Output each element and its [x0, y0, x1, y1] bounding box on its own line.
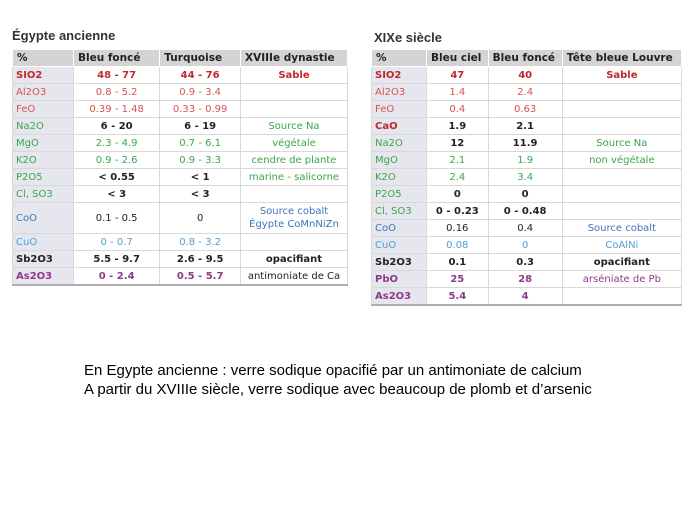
- col-header-tete-bleue-louvre: Tête bleue Louvre: [562, 50, 681, 67]
- table-row: [13, 101, 348, 118]
- egypt-table-title: Égypte ancienne: [12, 28, 116, 43]
- table-row: [372, 101, 682, 118]
- row-label: P2O5: [13, 169, 74, 186]
- cell-note: opacifiant: [241, 251, 348, 268]
- cell-note: [562, 288, 681, 306]
- cell-note: marine - salicorne: [241, 169, 348, 186]
- cell-bleu-fonce: 3.4: [488, 169, 562, 186]
- row-label: MgO: [13, 135, 74, 152]
- cell-turquoise: 0.9 - 3.3: [160, 152, 241, 169]
- col-header-turquoise: Turquoise: [160, 50, 241, 67]
- cell-turquoise: 0: [160, 203, 241, 234]
- col-header-percent: %: [372, 50, 427, 67]
- table-row: [13, 169, 348, 186]
- row-label: Cl, SO3: [372, 203, 427, 220]
- row-label: Al2O3: [372, 84, 427, 101]
- cell-note: opacifiant: [562, 254, 681, 271]
- cell-bleu-fonce: 0.1 - 0.5: [74, 203, 160, 234]
- cell-bleu-ciel: 0.16: [427, 220, 489, 237]
- row-label: CuO: [13, 234, 74, 251]
- cell-note: Sable: [562, 67, 681, 84]
- cell-bleu-fonce: 40: [488, 67, 562, 84]
- cell-note: Source cobalt Égypte CoMnNiZn: [241, 203, 348, 234]
- cell-turquoise: 6 - 19: [160, 118, 241, 135]
- cell-bleu-fonce: 4: [488, 288, 562, 306]
- cell-bleu-ciel: 1.4: [427, 84, 489, 101]
- cell-turquoise: 0.8 - 3.2: [160, 234, 241, 251]
- cell-bleu-fonce: 0.39 - 1.48: [74, 101, 160, 118]
- cell-note: Source Na: [241, 118, 348, 135]
- row-label: FeO: [13, 101, 74, 118]
- cell-bleu-ciel: 0.1: [427, 254, 489, 271]
- cell-bleu-ciel: 0.4: [427, 101, 489, 118]
- cell-bleu-ciel: 2.1: [427, 152, 489, 169]
- row-label: As2O3: [372, 288, 427, 306]
- table-row: [13, 67, 348, 84]
- cell-bleu-ciel: 1.9: [427, 118, 489, 135]
- row-label: SIO2: [372, 67, 427, 84]
- col-header-bleu-ciel: Bleu ciel: [427, 50, 489, 67]
- cell-bleu-ciel: 0.08: [427, 237, 489, 254]
- table-row: [13, 84, 348, 101]
- row-label: Sb2O3: [372, 254, 427, 271]
- row-label: Al2O3: [13, 84, 74, 101]
- cell-turquoise: 0.7 - 6.1: [160, 135, 241, 152]
- cell-bleu-ciel: 12: [427, 135, 489, 152]
- cell-note: [241, 101, 348, 118]
- row-label: SIO2: [13, 67, 74, 84]
- cell-bleu-ciel: 47: [427, 67, 489, 84]
- cell-turquoise: < 1: [160, 169, 241, 186]
- col-header-percent: %: [13, 50, 74, 67]
- cell-bleu-fonce: 0.9 - 2.6: [74, 152, 160, 169]
- cell-note: Source Na: [562, 135, 681, 152]
- cell-note: Source cobalt: [562, 220, 681, 237]
- cell-bleu-fonce: 0.4: [488, 220, 562, 237]
- cell-turquoise: 0.33 - 0.99: [160, 101, 241, 118]
- table-row: [372, 67, 682, 84]
- cell-note: non végétale: [562, 152, 681, 169]
- cell-note: [241, 84, 348, 101]
- cell-bleu-fonce: 0.8 - 5.2: [74, 84, 160, 101]
- cell-bleu-fonce: 11.9: [488, 135, 562, 152]
- cell-note: cendre de plante: [241, 152, 348, 169]
- row-label: Na2O: [13, 118, 74, 135]
- row-label: P2O5: [372, 186, 427, 203]
- cell-note: végétale: [241, 135, 348, 152]
- row-label: Cl, SO3: [13, 186, 74, 203]
- cell-note: [241, 234, 348, 251]
- table-row: [372, 169, 682, 186]
- table-row: [372, 135, 682, 152]
- col-header-bleu-fonce: Bleu foncé: [488, 50, 562, 67]
- cell-note: [562, 84, 681, 101]
- table-row: [372, 254, 682, 271]
- cell-bleu-fonce: 0 - 2.4: [74, 268, 160, 286]
- table-row: [372, 203, 682, 220]
- table-row: [372, 237, 682, 254]
- cell-note: [241, 186, 348, 203]
- row-label: Sb2O3: [13, 251, 74, 268]
- table-header-row: [372, 50, 682, 67]
- cell-turquoise: 0.9 - 3.4: [160, 84, 241, 101]
- cell-bleu-ciel: 2.4: [427, 169, 489, 186]
- cell-bleu-fonce: 0: [488, 237, 562, 254]
- cell-note: [562, 101, 681, 118]
- table-row: [13, 135, 348, 152]
- cell-note: [562, 203, 681, 220]
- caption-line-2: A partir du XVIIIe siècle, verre sodique avec beaucoup de plomb et d’arsenic: [84, 381, 592, 398]
- row-label: FeO: [372, 101, 427, 118]
- row-label: CoO: [372, 220, 427, 237]
- table-row: [372, 271, 682, 288]
- cell-note: [562, 186, 681, 203]
- cell-bleu-fonce: 6 - 20: [74, 118, 160, 135]
- cell-bleu-fonce: 0 - 0.48: [488, 203, 562, 220]
- cell-bleu-ciel: 0 - 0.23: [427, 203, 489, 220]
- table-row: [13, 186, 348, 203]
- table-row: [13, 268, 348, 286]
- cell-bleu-fonce: 2.1: [488, 118, 562, 135]
- col-header-xviii-dynastie: XVIIIe dynastie: [241, 50, 348, 67]
- table-row: [372, 152, 682, 169]
- cell-bleu-fonce: 1.9: [488, 152, 562, 169]
- row-label: MgO: [372, 152, 427, 169]
- row-label: CaO: [372, 118, 427, 135]
- cell-bleu-fonce: 28: [488, 271, 562, 288]
- cell-turquoise: 44 - 76: [160, 67, 241, 84]
- table-row: [13, 251, 348, 268]
- caption-line-1: En Egypte ancienne : verre sodique opacifié par un antimoniate de calcium: [84, 362, 582, 379]
- cell-bleu-fonce: 0.3: [488, 254, 562, 271]
- table-row: [13, 118, 348, 135]
- row-label: As2O3: [13, 268, 74, 286]
- xix-composition-table: [371, 49, 682, 306]
- cell-bleu-fonce: 2.4: [488, 84, 562, 101]
- row-label: K2O: [372, 169, 427, 186]
- row-label: CoO: [13, 203, 74, 234]
- table-row: [372, 84, 682, 101]
- egypt-composition-table: [12, 49, 348, 286]
- cell-note: arséniate de Pb: [562, 271, 681, 288]
- cell-turquoise: 2.6 - 9.5: [160, 251, 241, 268]
- col-header-bleu-fonce: Bleu foncé: [74, 50, 160, 67]
- cell-bleu-fonce: 0: [488, 186, 562, 203]
- cell-bleu-fonce: 0.63: [488, 101, 562, 118]
- cell-note: antimoniate de Ca: [241, 268, 348, 286]
- table-row: [13, 203, 348, 234]
- cell-bleu-fonce: 2.3 - 4.9: [74, 135, 160, 152]
- row-label: K2O: [13, 152, 74, 169]
- cell-bleu-fonce: 0 - 0.7: [74, 234, 160, 251]
- cell-bleu-ciel: 0: [427, 186, 489, 203]
- table-row: [372, 288, 682, 306]
- table-header-row: [13, 50, 348, 67]
- cell-bleu-fonce: < 0.55: [74, 169, 160, 186]
- cell-bleu-ciel: 5.4: [427, 288, 489, 306]
- cell-note: [562, 169, 681, 186]
- cell-bleu-ciel: 25: [427, 271, 489, 288]
- cell-bleu-fonce: 48 - 77: [74, 67, 160, 84]
- cell-note: Sable: [241, 67, 348, 84]
- table-row: [372, 220, 682, 237]
- cell-note: [562, 118, 681, 135]
- table-row: [13, 152, 348, 169]
- cell-turquoise: < 3: [160, 186, 241, 203]
- table-row: [372, 118, 682, 135]
- row-label: CuO: [372, 237, 427, 254]
- xix-table-title: XIXe siècle: [374, 30, 442, 45]
- cell-bleu-fonce: 5.5 - 9.7: [74, 251, 160, 268]
- cell-turquoise: 0.5 - 5.7: [160, 268, 241, 286]
- row-label: PbO: [372, 271, 427, 288]
- cell-note: CoAlNi: [562, 237, 681, 254]
- table-row: [13, 234, 348, 251]
- cell-bleu-fonce: < 3: [74, 186, 160, 203]
- table-row: [372, 186, 682, 203]
- row-label: Na2O: [372, 135, 427, 152]
